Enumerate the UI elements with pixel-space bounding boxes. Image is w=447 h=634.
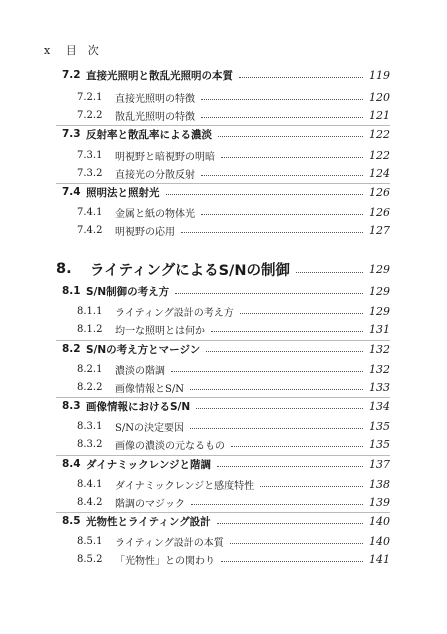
page-number: 132: [369, 342, 390, 356]
dot-leader: [201, 117, 363, 118]
subsection-number: 8.4.1: [77, 478, 103, 490]
subsection-number: 8.3.1: [77, 420, 103, 432]
dot-leader: [181, 232, 363, 233]
page-number: 129: [369, 284, 390, 298]
subsection-title: S/Nの決定要因: [115, 422, 184, 434]
section-title: ダイナミックレンジと階調: [86, 458, 212, 471]
page-number: 119: [369, 68, 390, 82]
section-number: 8.3: [62, 400, 81, 412]
page-number: 129: [369, 304, 390, 318]
header-page-number: x: [44, 44, 51, 57]
subsection-title: 直接光の分散反射: [115, 169, 195, 181]
dot-leader: [211, 331, 363, 332]
chapter-title: ライティングによるS/Nの制御: [90, 262, 290, 279]
toc-subsection[interactable]: [77, 89, 390, 105]
page-number: 132: [369, 362, 390, 376]
page-number: 129: [369, 262, 390, 276]
toc-subsection[interactable]: [77, 551, 390, 567]
dot-leader: [190, 428, 363, 429]
dot-leader: [230, 543, 363, 544]
page-number: 134: [369, 399, 390, 413]
toc-section[interactable]: [62, 184, 390, 200]
dot-leader: [221, 157, 363, 158]
toc-subsection[interactable]: [77, 204, 390, 220]
subsection-title: 階調のマジック: [115, 498, 185, 510]
toc-subsection[interactable]: [77, 107, 390, 123]
dot-leader: [218, 136, 363, 137]
toc-section[interactable]: [62, 67, 390, 83]
section-number: 8.4: [62, 458, 81, 470]
subsection-number: 8.5.2: [77, 553, 103, 565]
dot-leader: [166, 194, 364, 195]
subsection-number: 8.4.2: [77, 496, 103, 508]
dot-leader: [196, 408, 363, 409]
dot-leader: [191, 504, 363, 505]
toc-subsection[interactable]: [77, 418, 390, 434]
toc-section[interactable]: [62, 341, 390, 357]
page-number: 126: [369, 205, 390, 219]
subsection-title: 均一な照明とは何か: [115, 325, 205, 337]
toc-subsection[interactable]: [77, 494, 390, 510]
section-title: 反射率と散乱率による濃淡: [86, 128, 212, 141]
toc-section[interactable]: [62, 398, 390, 414]
dot-leader: [240, 313, 363, 314]
dot-leader: [201, 175, 363, 176]
dot-leader: [221, 561, 363, 562]
page-number: 135: [369, 437, 390, 451]
page-number: 140: [369, 534, 390, 548]
chapter-number: 8.: [56, 261, 72, 277]
dot-leader: [260, 486, 363, 487]
subsection-number: 8.1.2: [77, 323, 103, 335]
section-title: 直接光照明と散乱光照明の本質: [86, 69, 233, 82]
section-number: 8.2: [62, 343, 81, 355]
dot-leader: [201, 214, 363, 215]
subsection-number: 8.2.2: [77, 381, 103, 393]
subsection-title: 「光物性」との関わり: [115, 555, 215, 567]
page-number: 122: [369, 127, 390, 141]
toc-subsection[interactable]: [77, 361, 390, 377]
page-number: 122: [369, 148, 390, 162]
page-number: 126: [369, 185, 390, 199]
section-number: 8.1: [62, 285, 81, 297]
header-title: 目 次: [65, 44, 99, 57]
toc-subsection[interactable]: [77, 379, 390, 395]
toc-section[interactable]: [62, 456, 390, 472]
section-title: 画像情報におけるS/N: [86, 400, 191, 413]
dot-leader: [239, 77, 363, 78]
subsection-number: 7.2.2: [77, 109, 103, 121]
toc-subsection[interactable]: [77, 476, 390, 492]
subsection-title: 画像情報とS/N: [115, 383, 184, 395]
toc-subsection[interactable]: [77, 533, 390, 549]
dot-leader: [217, 523, 363, 524]
subsection-number: 8.3.2: [77, 438, 103, 450]
toc-subsection[interactable]: [77, 147, 390, 163]
toc-section[interactable]: [62, 126, 390, 142]
section-number: 7.4: [62, 186, 81, 198]
subsection-number: 8.1.1: [77, 305, 103, 317]
subsection-number: 7.4.2: [77, 224, 103, 236]
section-title: S/N制御の考え方: [86, 285, 170, 298]
toc-subsection[interactable]: [77, 165, 390, 181]
subsection-title: 金属と紙の物体光: [115, 208, 195, 220]
running-header: [44, 42, 99, 58]
page-number: 127: [369, 223, 390, 237]
section-number: 7.3: [62, 128, 81, 140]
dot-leader: [175, 293, 363, 294]
page-number: 137: [369, 457, 390, 471]
page-number: 139: [369, 495, 390, 509]
subsection-number: 8.2.1: [77, 363, 103, 375]
page-number: 141: [369, 552, 390, 566]
dot-leader: [190, 389, 363, 390]
dot-leader: [201, 99, 363, 100]
dot-leader: [217, 466, 363, 467]
toc-subsection[interactable]: [77, 222, 390, 238]
subsection-title: 画像の濃淡の元なるもの: [115, 440, 225, 452]
subsection-title: 直接光照明の特徴: [115, 93, 195, 105]
page-number: 131: [369, 322, 390, 336]
subsection-number: 8.5.1: [77, 535, 103, 547]
page-number: 120: [369, 90, 390, 104]
subsection-number: 7.4.1: [77, 206, 103, 218]
toc-subsection[interactable]: [77, 321, 390, 337]
dot-leader: [171, 371, 363, 372]
section-title: 光物性とライティング設計: [86, 515, 211, 528]
subsection-title: ダイナミックレンジと感度特性: [115, 480, 255, 492]
page-number: 124: [369, 166, 390, 180]
page-number: 138: [369, 477, 390, 491]
toc-subsection[interactable]: [77, 436, 390, 452]
subsection-number: 7.2.1: [77, 91, 103, 103]
subsection-title: 明視野と暗視野の明暗: [115, 151, 215, 163]
subsection-title: ライティング設計の本質: [115, 537, 224, 549]
subsection-number: 7.3.2: [77, 167, 103, 179]
page-number: 121: [369, 108, 390, 122]
page-number: 135: [369, 419, 390, 433]
dot-leader: [206, 351, 363, 352]
subsection-number: 7.3.1: [77, 149, 103, 161]
section-number: 7.2: [62, 69, 81, 81]
page-number: 140: [369, 514, 390, 528]
toc-chapter[interactable]: [56, 258, 390, 280]
section-number: 8.5: [62, 515, 81, 527]
toc-section[interactable]: [62, 513, 390, 529]
toc-section[interactable]: [62, 283, 390, 299]
subsection-title: ライティング設計の考え方: [115, 307, 234, 319]
section-title: S/Nの考え方とマージン: [86, 343, 201, 356]
subsection-title: 散乱光照明の特徴: [115, 111, 195, 123]
dot-leader: [296, 272, 363, 273]
toc-subsection[interactable]: [77, 303, 390, 319]
page-number: 133: [369, 380, 390, 394]
subsection-title: 明視野の応用: [115, 226, 175, 238]
section-title: 照明法と照射光: [86, 186, 160, 199]
dot-leader: [231, 446, 363, 447]
subsection-title: 濃淡の階調: [115, 365, 165, 377]
